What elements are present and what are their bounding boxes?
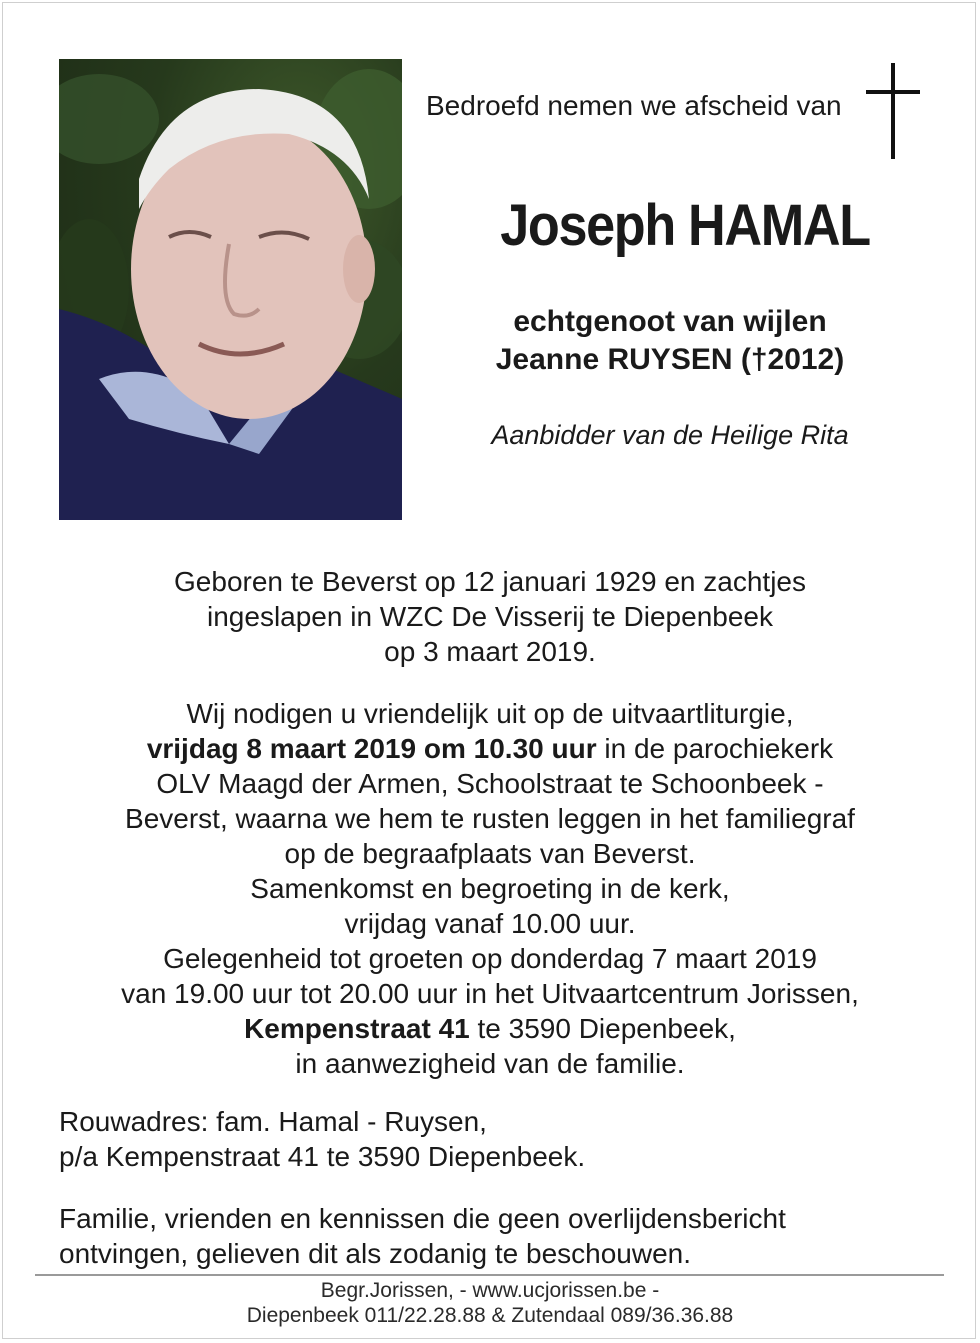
invite-line-rest: te 3590 Diepenbeek, [469,1013,736,1044]
invite-line: vrijdag vanaf 10.00 uur. [344,908,636,939]
deceased-name: Joseph HAMAL [500,193,870,258]
footer-divider [35,1274,944,1276]
invitation-paragraph [40,696,940,1081]
portrait-illustration [59,59,402,520]
devotion-text: Aanbidder van de Heilige Rita [491,420,849,450]
notice-line: Familie, vrienden en kennissen die geen overlijdensbericht [59,1203,786,1234]
invite-line: in aanwezigheid van de familie. [295,1048,685,1079]
birth-line: ingeslapen in WZC De Visserij te Diepenbeek [207,601,773,632]
spouse-line-2: Jeanne RUYSEN (†2012) [495,343,845,376]
address-line: Rouwadres: fam. Hamal - Ruysen, [59,1106,487,1137]
portrait-photo [59,59,402,520]
invite-line-rest: in de parochiekerk [596,733,834,764]
footer [60,1278,920,1328]
birth-paragraph [60,564,920,669]
notice-paragraph [59,1201,939,1271]
invite-line: Gelegenheid tot groeten op donderdag 7 maart 2019 [163,943,817,974]
birth-line: op 3 maart 2019. [384,636,596,667]
invite-line: Wij nodigen u vriendelijk uit op de uitvaartliturgie, [186,698,794,729]
invite-line: van 19.00 uur tot 20.00 uur in het Uitvaartcentrum Jorissen, [121,978,859,1009]
invite-line [40,731,940,766]
notice-line: ontvingen, gelieven dit als zodanig te beschouwen. [59,1238,691,1269]
footer-line: Diepenbeek 011/22.28.88 & Zutendaal 089/36.36.88 [246,1304,734,1327]
spouse-line-1: echtgenoot van wijlen [513,305,827,338]
spouse-info [430,303,910,379]
invite-line: OLV Maagd der Armen, Schoolstraat te Schoonbeek - [156,768,824,799]
invite-line [40,1011,940,1046]
birth-line: Geboren te Beverst op 12 januari 1929 en zachtjes [174,566,806,597]
footer-line: Begr.Jorissen, - www.ucjorissen.be - [320,1279,660,1302]
invite-line: op de begraafplaats van Beverst. [284,838,696,869]
invite-line: Samenkomst en begroeting in de kerk, [250,873,730,904]
funeral-date: vrijdag 8 maart 2019 om 10.30 uur [146,733,597,764]
mourning-address [59,1104,939,1174]
address-line: p/a Kempenstraat 41 te 3590 Diepenbeek. [59,1141,586,1172]
intro-text: Bedroefd nemen we afscheid van [426,90,842,121]
cross-icon [866,63,920,159]
funeral-home-street: Kempenstraat 41 [244,1013,470,1044]
invite-line: Beverst, waarna we hem te rusten leggen in het familiegraf [125,803,855,834]
